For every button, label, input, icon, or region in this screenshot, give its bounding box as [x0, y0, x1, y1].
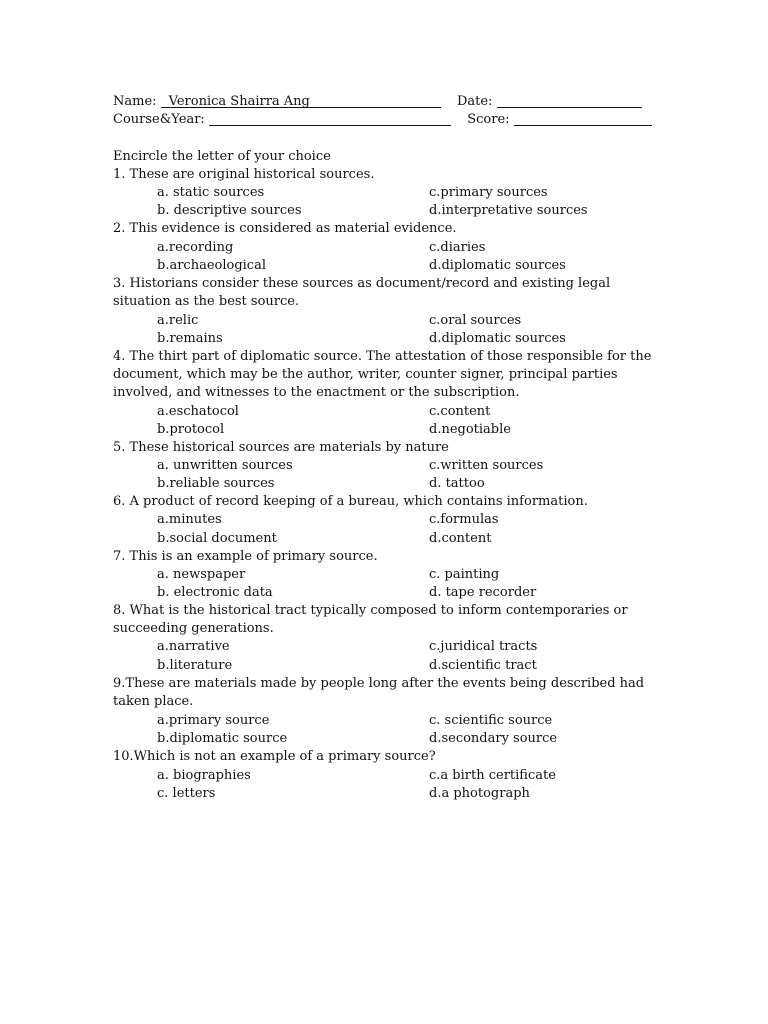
q1-option-b[interactable]: b. descriptive sources [157, 203, 302, 218]
q9-option-b[interactable]: b.diplomatic source [157, 731, 288, 746]
name-field[interactable] [161, 93, 441, 108]
q6-option-d[interactable]: d.content [429, 531, 492, 546]
q7-option-d[interactable]: d. tape recorder [429, 585, 537, 600]
question-1-stem: 1. These are original historical sources. [113, 167, 375, 182]
q9-option-a[interactable]: a.primary source [157, 713, 270, 728]
q8-option-a[interactable]: a.narrative [157, 639, 230, 654]
course-field[interactable] [209, 111, 451, 126]
q2-option-b[interactable]: b.archaeological [157, 258, 266, 273]
q4-option-d[interactable]: d.negotiable [429, 422, 511, 437]
q8-option-c[interactable]: c.juridical tracts [429, 639, 538, 654]
q7-option-a[interactable]: a. newspaper [157, 567, 246, 582]
q5-option-d[interactable]: d. tattoo [429, 476, 485, 491]
q10-option-d[interactable]: d.a photograph [429, 786, 530, 801]
score-field[interactable] [514, 111, 652, 126]
q5-option-b[interactable]: b.reliable sources [157, 476, 275, 491]
q5-option-c[interactable]: c.written sources [429, 458, 544, 473]
question-2-stem: 2. This evidence is considered as material evidence. [113, 221, 457, 236]
q6-option-c[interactable]: c.formulas [429, 512, 499, 527]
q10-option-c[interactable]: c.a birth certificate [429, 768, 556, 783]
question-5-stem: 5. These historical sources are materials by nature [113, 440, 449, 455]
name-value: Veronica Shairra Ang [168, 94, 310, 109]
q3-option-a[interactable]: a.relic [157, 313, 199, 328]
q4-option-c[interactable]: c.content [429, 404, 491, 419]
q8-option-d[interactable]: d.scientific tract [429, 658, 537, 673]
q1-option-d[interactable]: d.interpretative sources [429, 203, 588, 218]
q1-option-c[interactable]: c.primary sources [429, 185, 548, 200]
instructions: Encircle the letter of your choice [113, 149, 331, 164]
q10-option-a[interactable]: a. biographies [157, 768, 251, 783]
q5-option-a[interactable]: a. unwritten sources [157, 458, 293, 473]
q3-option-c[interactable]: c.oral sources [429, 313, 522, 328]
q1-option-a[interactable]: a. static sources [157, 185, 265, 200]
question-3-stem: 3. Historians consider these sources as document/record and existing legal situation as the best source. [113, 276, 611, 310]
q3-option-b[interactable]: b.remains [157, 331, 223, 346]
question-6-stem: 6. A product of record keeping of a bureau, which contains information. [113, 494, 588, 509]
header-row-1 [113, 93, 642, 111]
score-label: Score: [467, 112, 510, 127]
name-label: Name: [113, 94, 157, 109]
q6-option-a[interactable]: a.minutes [157, 512, 222, 527]
q4-option-a[interactable]: a.eschatocol [157, 404, 239, 419]
q8-option-b[interactable]: b.literature [157, 658, 233, 673]
date-label: Date: [456, 94, 493, 109]
header-row-2 [113, 111, 652, 129]
question-8-stem: 8. What is the historical tract typically composed to inform contemporaries or succeeding generations. [113, 603, 628, 637]
q7-option-b[interactable]: b. electronic data [157, 585, 273, 600]
q2-option-d[interactable]: d.diplomatic sources [429, 258, 566, 273]
question-10-stem: 10.Which is not an example of a primary source? [113, 749, 436, 764]
q10-option-c2[interactable]: c. letters [157, 786, 216, 801]
q4-option-b[interactable]: b.protocol [157, 422, 225, 437]
question-9-stem: 9.These are materials made by people long after the events being described had taken place. [113, 676, 645, 710]
course-label: Course&Year: [113, 112, 205, 127]
q9-option-c[interactable]: c. scientific source [429, 713, 553, 728]
q7-option-c[interactable]: c. painting [429, 567, 500, 582]
q9-option-d[interactable]: d.secondary source [429, 731, 558, 746]
question-7-stem: 7. This is an example of primary source. [113, 549, 378, 564]
q2-option-c[interactable]: c.diaries [429, 240, 486, 255]
date-field[interactable] [497, 93, 642, 108]
q3-option-d[interactable]: d.diplomatic sources [429, 331, 566, 346]
q2-option-a[interactable]: a.recording [157, 240, 234, 255]
question-4-stem: 4. The thirt part of diplomatic source. The attestation of those responsible for the document, which may be the author, writer, counter signer, principal parties involved, and witnesses to the enactment or the subscription. [113, 349, 652, 401]
q6-option-b[interactable]: b.social document [157, 531, 277, 546]
